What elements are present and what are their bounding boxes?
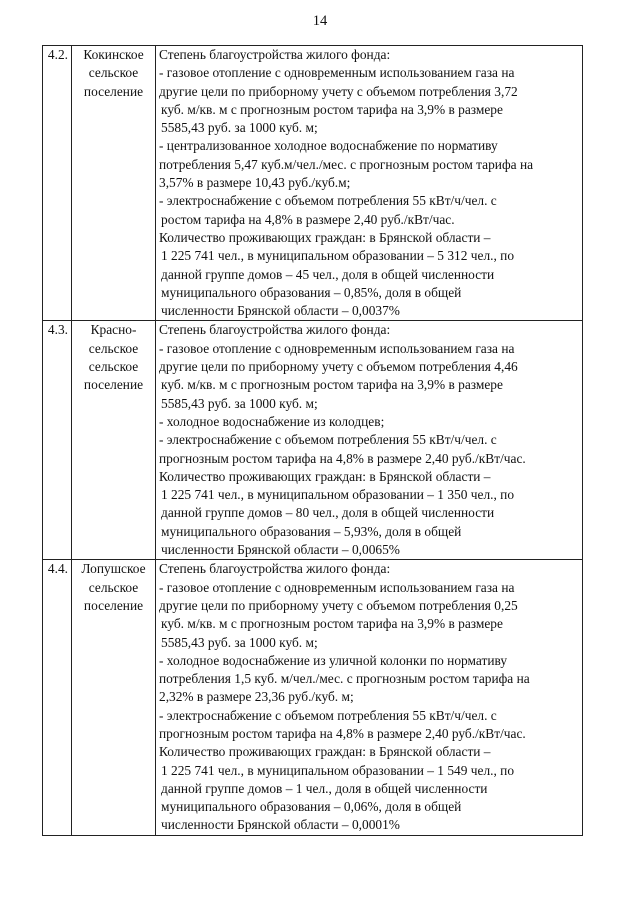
settlement-description (156, 321, 583, 560)
description-line: 2,32% в размере 23,36 руб./куб. м; (159, 689, 354, 705)
description-line: куб. м/кв. м с прогнозным ростом тарифа на 3,9% в размере (161, 101, 503, 117)
description-line: Количество проживающих граждан: в Брянской области – (159, 468, 491, 484)
description-line: - электроснабжение с объемом потребления 55 кВт/ч/чел. с (159, 432, 497, 448)
settlement-name-line: Красно- (90, 322, 137, 338)
settlement-description (156, 46, 583, 321)
row-number: 4.3. (43, 321, 72, 560)
description-line: - централизованное холодное водоснабжение по нормативу (159, 138, 498, 154)
table-body (43, 46, 583, 836)
description-line: 5585,43 руб. за 1000 куб. м; (161, 395, 318, 411)
table-row (43, 46, 583, 321)
description-line: - холодное водоснабжение из колодцев; (159, 413, 385, 429)
description-line: потребления 1,5 куб. м/чел./мес. с прогнозным ростом тарифа на (159, 671, 530, 687)
description-line: другие цели по приборному учету с объемом потребления 0,25 (159, 597, 518, 613)
description-line: - газовое отопление с одновременным использованием газа на (159, 65, 515, 81)
description-line: Степень благоустройства жилого фонда: (159, 561, 391, 577)
description-line: численности Брянской области – 0,0037% (161, 303, 400, 319)
page-number: 14 (312, 13, 328, 29)
description-line: прогнозным ростом тарифа на 4,8% в размере 2,40 руб./кВт/час. (159, 450, 526, 466)
description-line: - холодное водоснабжение из уличной колонки по нормативу (159, 652, 508, 668)
description-line: куб. м/кв. м с прогнозным ростом тарифа на 3,9% в размере (161, 377, 503, 393)
row-number: 4.2. (43, 46, 72, 321)
settlement-name-line: поселение (83, 597, 144, 613)
description-line: куб. м/кв. м с прогнозным ростом тарифа на 3,9% в размере (161, 616, 503, 632)
settlement-description (156, 560, 583, 835)
description-line: данной группе домов – 45 чел., доля в общей численности (161, 266, 495, 282)
settlement-name-line: сельское (88, 340, 139, 356)
description-line: - электроснабжение с объемом потребления 55 кВт/ч/чел. с (159, 193, 497, 209)
description-line: 1 225 741 чел., в муниципальном образовании – 1 350 чел., по (161, 487, 515, 503)
description-line: численности Брянской области – 0,0001% (161, 817, 400, 833)
description-line: прогнозным ростом тарифа на 4,8% в размере 2,40 руб./кВт/час. (159, 725, 526, 741)
description-line: ростом тарифа на 4,8% в размере 2,40 руб./кВт/час. (161, 211, 455, 227)
description-line: 5585,43 руб. за 1000 куб. м; (161, 120, 318, 136)
description-line: Количество проживающих граждан: в Брянской области – (159, 229, 491, 245)
description-line: потребления 5,47 куб.м/чел./мес. с прогнозным ростом тарифа на (159, 156, 534, 172)
settlement-name (72, 321, 156, 560)
settlement-table (42, 45, 583, 836)
description-line: муниципального образования – 0,06%, доля в общей (161, 799, 462, 815)
description-line: Степень благоустройства жилого фонда: (159, 47, 391, 62)
description-line: данной группе домов – 1 чел., доля в общей численности (161, 780, 488, 796)
settlement-name (72, 46, 156, 321)
description-line: данной группе домов – 80 чел., доля в общей численности (161, 505, 495, 521)
description-line: 1 225 741 чел., в муниципальном образовании – 1 549 чел., по (161, 762, 515, 778)
description-line: муниципального образования – 0,85%, доля в общей (161, 284, 462, 300)
settlement-name-line: поселение (83, 377, 144, 393)
table-row (43, 560, 583, 835)
description-line: Количество проживающих граждан: в Брянской области – (159, 744, 491, 760)
settlement-name-line: сельское (88, 359, 139, 375)
settlement-name-line: сельское (88, 65, 139, 81)
settlement-name-line: сельское (88, 579, 139, 595)
settlement-name-line: Кокинское (83, 47, 144, 62)
description-line: Степень благоустройства жилого фонда: (159, 322, 391, 338)
description-line: численности Брянской области – 0,0065% (161, 542, 400, 558)
description-line: - газовое отопление с одновременным использованием газа на (159, 340, 515, 356)
description-line: другие цели по приборному учету с объемом потребления 4,46 (159, 359, 518, 375)
row-number: 4.4. (43, 560, 72, 835)
description-line: другие цели по приборному учету с объемом потребления 3,72 (159, 83, 518, 99)
settlement-name-line: Лопушское (81, 561, 146, 577)
table-row (43, 321, 583, 560)
description-line: - газовое отопление с одновременным использованием газа на (159, 579, 515, 595)
description-line: 5585,43 руб. за 1000 куб. м; (161, 634, 318, 650)
description-line: - электроснабжение с объемом потребления 55 кВт/ч/чел. с (159, 707, 497, 723)
description-line: 3,57% в размере 10,43 руб./куб.м; (159, 175, 351, 191)
description-line: 1 225 741 чел., в муниципальном образовании – 5 312 чел., по (161, 248, 515, 264)
settlement-name-line: поселение (83, 83, 144, 99)
description-line: муниципального образования – 5,93%, доля в общей (161, 523, 462, 539)
settlement-name (72, 560, 156, 835)
